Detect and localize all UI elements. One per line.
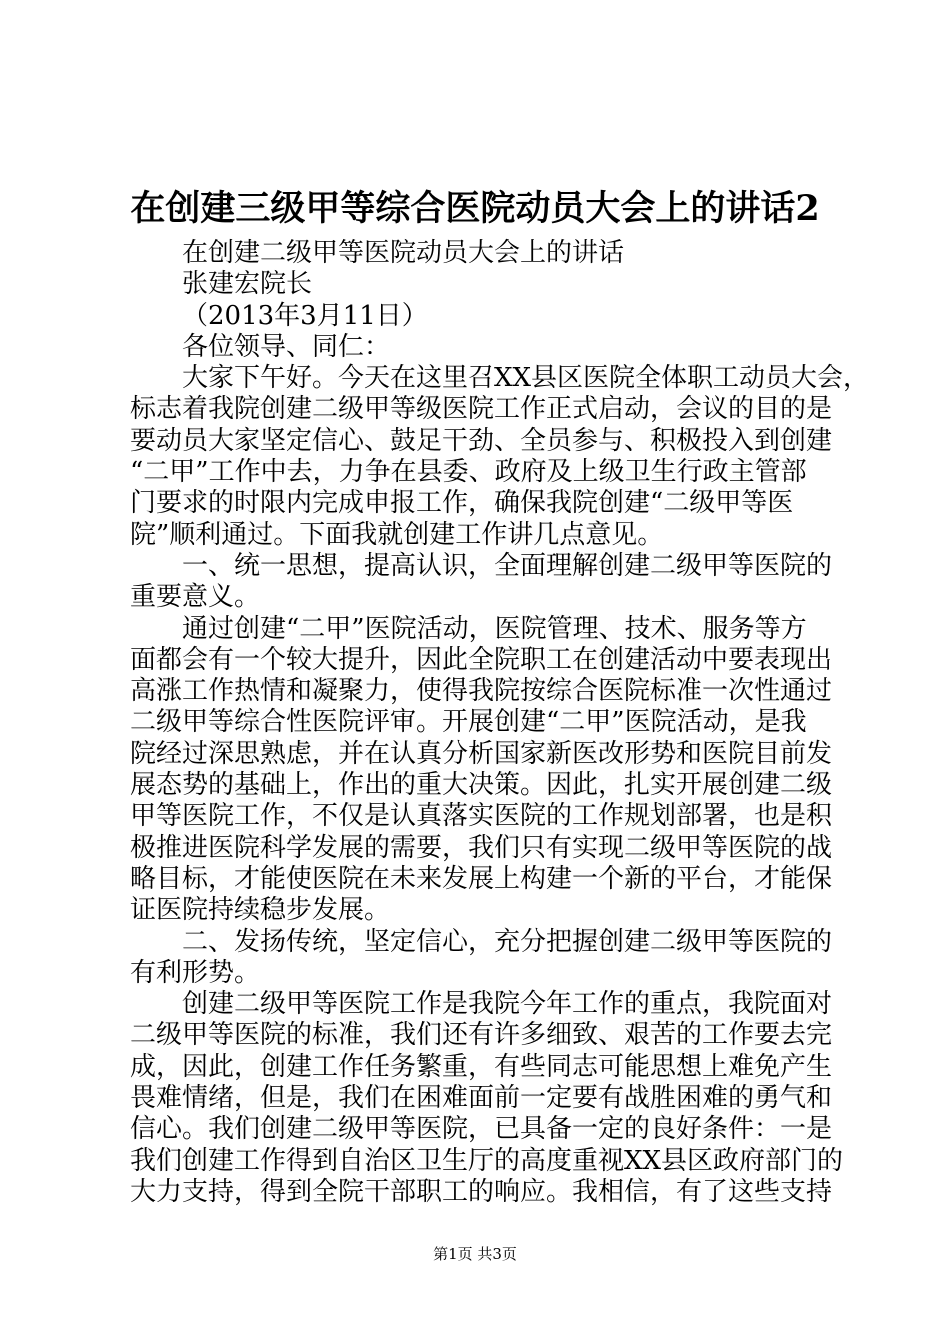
text-line: 创建二级甲等医院工作是我院今年工作的重点，我院面对 bbox=[182, 989, 833, 1020]
text-line: 重要意义。 bbox=[130, 582, 261, 613]
text-line: 院”顺利通过。下面我就创建工作讲几点意见。 bbox=[130, 519, 664, 550]
text-line: 面都会有一个较大提升，因此全院职工在创建活动中要表现出 bbox=[130, 644, 833, 675]
text-line: 信心。我们创建二级甲等医院，已具备一定的良好条件：一是 bbox=[130, 1114, 833, 1145]
text-line: 大家下午好。今天在这里召XX县区医院全体职工动员大会， bbox=[182, 363, 870, 394]
document-body bbox=[130, 238, 870, 1208]
text-line: 证医院持续稳步发展。 bbox=[130, 895, 391, 926]
page-footer: 第1页 共3页 bbox=[433, 1245, 517, 1263]
text-line: 略目标，才能使医院在未来发展上构建一个新的平台，才能保 bbox=[130, 863, 833, 894]
text-line: 甲等医院工作，不仅是认真落实医院的工作规划部署，也是积 bbox=[130, 801, 833, 832]
text-line: 在创建二级甲等医院动员大会上的讲话 bbox=[182, 238, 625, 268]
text-line: 一、统一思想，提高认识，全面理解创建二级甲等医院的 bbox=[182, 550, 833, 581]
document-title: 在创建三级甲等综合医院动员大会上的讲话2 bbox=[130, 188, 820, 229]
text-line: 我们创建工作得到自治区卫生厅的高度重视XX县区政府部门的 bbox=[130, 1145, 844, 1176]
text-line: 二、发扬传统，坚定信心，充分把握创建二级甲等医院的 bbox=[182, 926, 833, 957]
text-line: 各位领导、同仁： bbox=[182, 331, 391, 362]
text-line: 二级甲等综合性医院评审。开展创建“二甲”医院活动，是我 bbox=[130, 707, 807, 738]
text-line: 通过创建“二甲”医院活动，医院管理、技术、服务等方 bbox=[182, 613, 807, 644]
text-line: （2013年3月11日） bbox=[182, 300, 428, 331]
text-line: 畏难情绪，但是，我们在困难面前一定要有战胜困难的勇气和 bbox=[130, 1083, 833, 1114]
text-line: 展态势的基础上，作出的重大决策。因此，扎实开展创建二级 bbox=[130, 770, 833, 801]
text-line: “二甲”工作中去，力争在县委、政府及上级卫生行政主管部 bbox=[130, 457, 807, 488]
text-line: 要动员大家坚定信心、鼓足干劲、全员参与、积极投入到创建 bbox=[130, 425, 833, 456]
text-line: 极推进医院科学发展的需要，我们只有实现二级甲等医院的战 bbox=[130, 832, 833, 863]
text-line: 张建宏院长 bbox=[182, 269, 313, 300]
text-line: 标志着我院创建二级甲等级医院工作正式启动，会议的目的是 bbox=[130, 394, 833, 425]
text-line: 院经过深思熟虑，并在认真分析国家新医改形势和医院目前发 bbox=[130, 738, 833, 769]
text-line: 有利形势。 bbox=[130, 957, 261, 988]
text-line: 门要求的时限内完成申报工作，确保我院创建“二级甲等医 bbox=[130, 488, 794, 519]
text-line: 高涨工作热情和凝聚力，使得我院按综合医院标准一次性通过 bbox=[130, 676, 833, 707]
text-line: 大力支持，得到全院干部职工的响应。我相信，有了这些支持 bbox=[130, 1176, 833, 1207]
text-line: 成，因此，创建工作任务繁重，有些同志可能思想上难免产生 bbox=[130, 1051, 833, 1082]
text-line: 二级甲等医院的标准，我们还有许多细致、艰苦的工作要去完 bbox=[130, 1020, 833, 1051]
